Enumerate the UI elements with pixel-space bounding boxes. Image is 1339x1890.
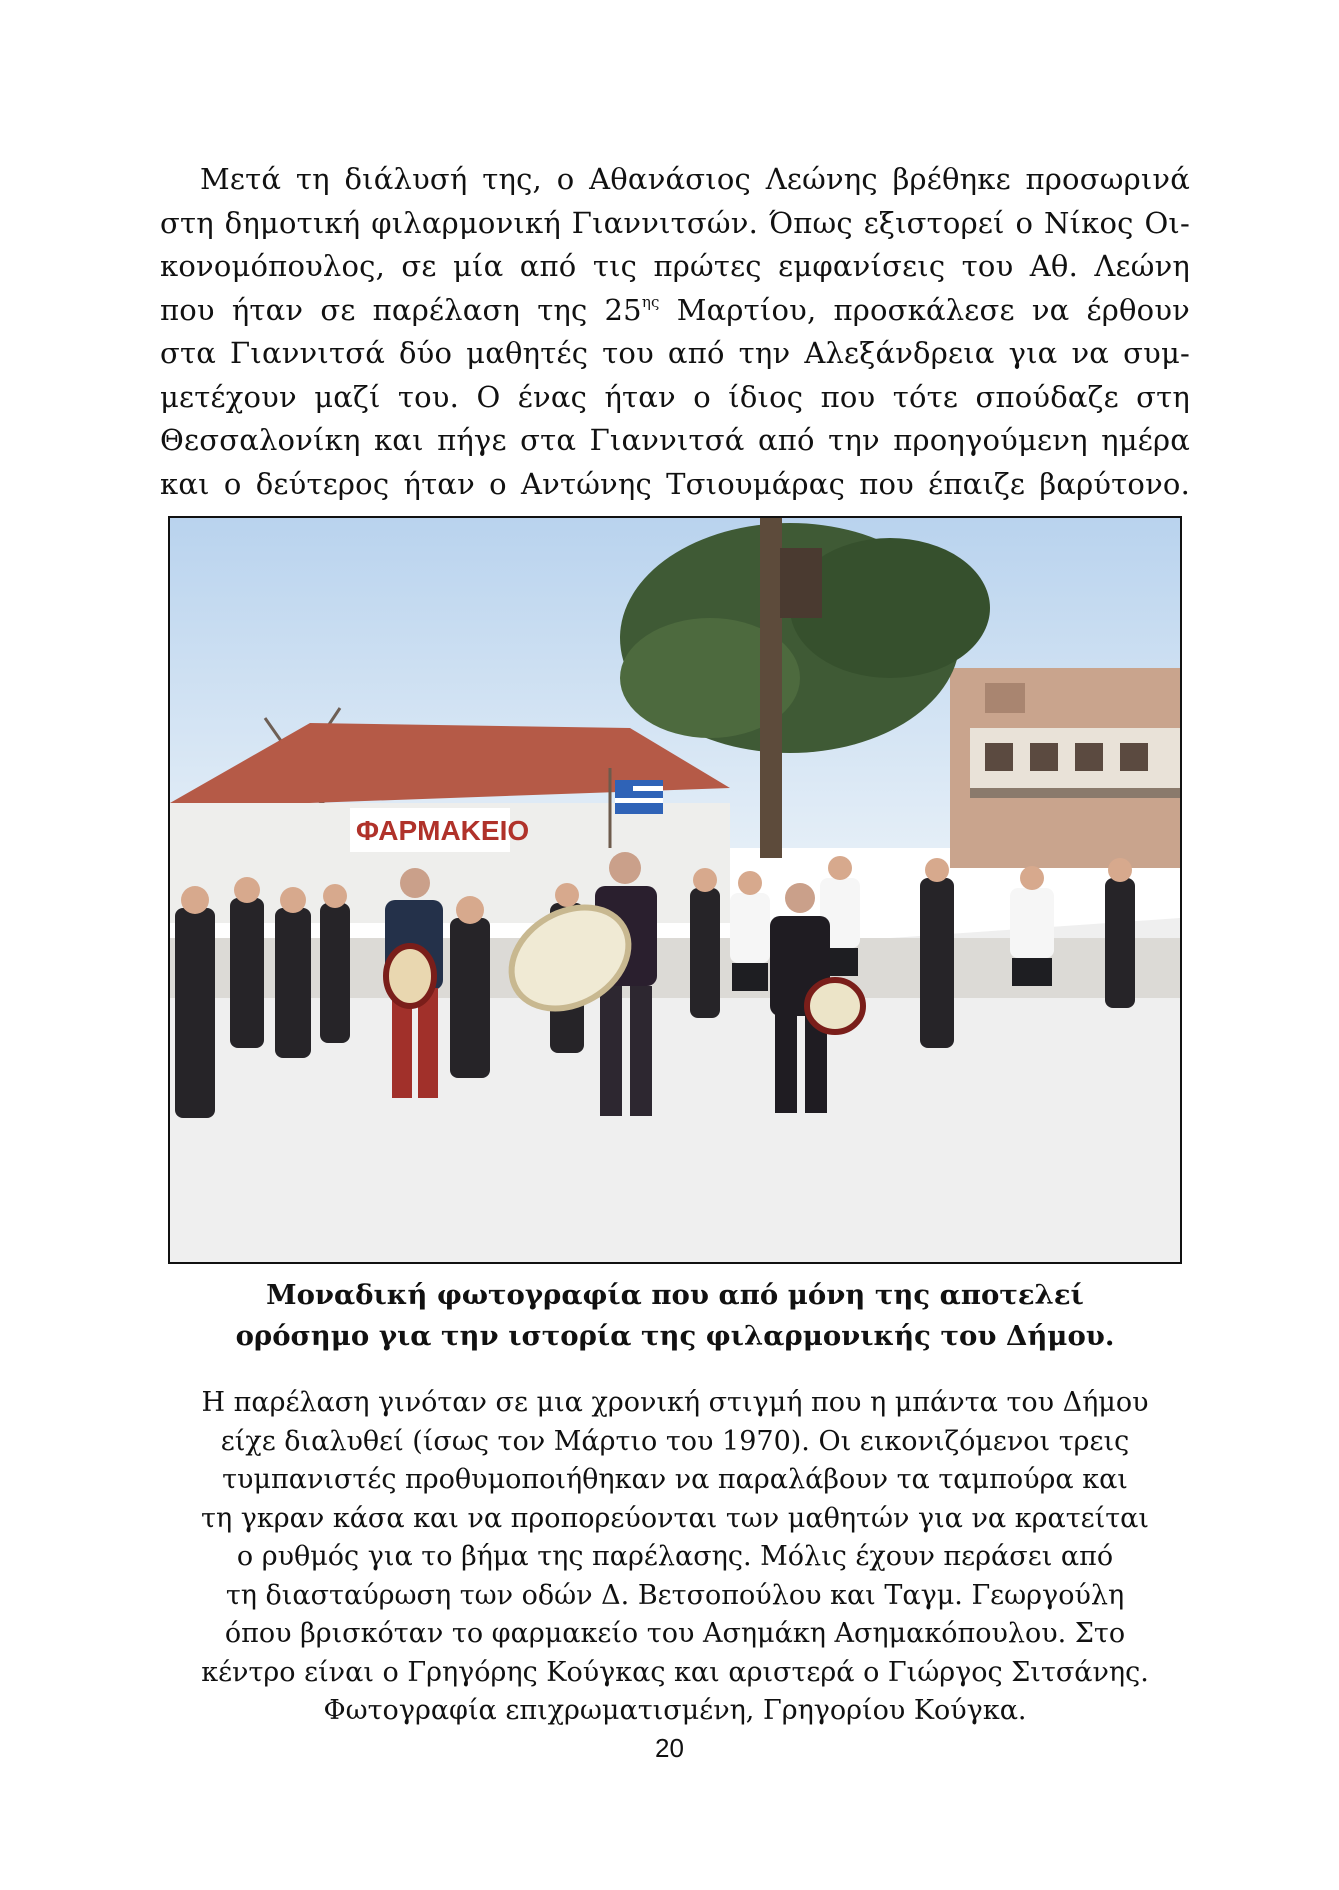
caption-line: ορόσημο για την ιστορία της φιλαρμονικής του Δήμου. [235, 1320, 1115, 1352]
description-line: κέντρο είναι ο Γρηγόρης Κούγκας και αριστερά ο Γιώργος Σιτσάνης. [201, 1656, 1149, 1688]
intro-line: κονομόπουλος, σε μία από τις πρώτες εμφανίσεις του Αθ. Λεώνη [160, 249, 1190, 283]
intro-text: Μαρτίου, προσκάλεσε να έρθουν [659, 292, 1190, 327]
description-line: τυμπανιστές προθυμοποιήθηκαν να παραλάβουν τα ταμπούρα και [222, 1464, 1128, 1495]
parade-photo [168, 516, 1182, 1264]
intro-line: Θεσσαλονίκη και πήγε στα Γιαννιτσά από την προηγούμενη ημέρα [160, 423, 1190, 457]
intro-line: στα Γιαννιτσά δύο μαθητές του από την Αλεξάνδρεια για να συμ- [160, 336, 1190, 370]
description-line: Η παρέλαση γινόταν σε μια χρονική στιγμή που η μπάντα του Δήμου [201, 1387, 1149, 1418]
page-number: 20 [655, 1733, 684, 1763]
intro-line [160, 289, 1190, 333]
description-line: τη διασταύρωση των οδών Δ. Βετσοπούλου και Ταγμ. Γεωργούλη [225, 1579, 1125, 1611]
photo-description [160, 1384, 1190, 1731]
description-line: είχε διαλυθεί (ίσως τον Μάρτιο του 1970). Οι εικονιζόμενοι τρεις [220, 1425, 1130, 1457]
description-line: Φωτογραφία επιχρωματισμένη, Γρηγορίου Κούγκα. [323, 1695, 1027, 1726]
intro-line: στη δημοτική φιλαρμονική Γιαννιτσών. Όπως εξιστορεί ο Νίκος Οι- [160, 205, 1190, 240]
intro-line: μετέχουν μαζί του. Ο ένας ήταν ο ίδιος που τότε σπούδαζε στη [160, 379, 1190, 414]
intro-line: και ο δεύτερος ήταν ο Αντώνης Τσιουμάρας που έπαιζε βαρύτονο. [160, 466, 1190, 501]
intro-paragraph [160, 158, 1190, 506]
description-line: τη γκραν κάσα και να προπορεύονται των μαθητών για να κρατείται [201, 1502, 1149, 1534]
ordinal-superscript: ης [641, 292, 660, 311]
utility-pole [760, 518, 782, 858]
parade-illustration [170, 518, 1180, 1262]
description-line: όπου βρισκόταν το φαρμακείο του Ασημάκη Ασημακόπουλου. Στο [224, 1618, 1126, 1649]
photo-caption [168, 1275, 1182, 1357]
caption-line: Μοναδική φωτογραφία που από μόνη της αποτελεί [266, 1279, 1084, 1311]
pharmacy-sign: ΦΑΡΜΑΚΕΙΟ [356, 815, 530, 846]
intro-text: που ήταν σε παρέλαση της 25 [160, 292, 642, 327]
apartment-building [950, 668, 1180, 868]
intro-line: Μετά τη διάλυσή της, ο Αθανάσιος Λεώνης βρέθηκε προσωρινά [200, 162, 1190, 196]
description-line: ο ρυθμός για το βήμα της παρέλασης. Μόλις έχουν περάσει από [236, 1541, 1114, 1572]
